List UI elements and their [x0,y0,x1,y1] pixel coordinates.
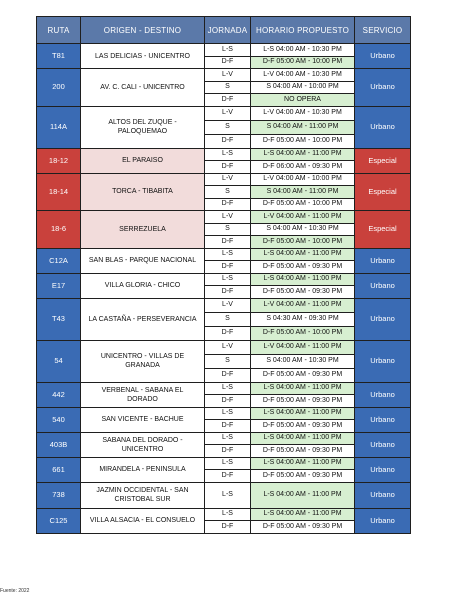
schedule-hours: D-F 05:00 AM - 09:30 PM [251,445,355,458]
schedule-day-type: D-F [205,286,251,299]
service-type: Urbano [355,508,411,533]
header-jornada: JORNADA [205,17,251,44]
schedule-hours: S 04:00 AM - 11:00 PM [251,186,355,199]
route-origin-destination: AV. C. CALI - UNICENTRO [81,69,205,107]
service-type: Urbano [355,457,411,482]
schedule-hours: S 04:00 AM - 10:30 PM [251,354,355,368]
schedule-day-type: S [205,81,251,94]
schedule-day-type: L-S [205,457,251,470]
schedule-hours: L-S 04:00 AM - 11:00 PM [251,432,355,445]
schedule-day-type: S [205,354,251,368]
route-origin-destination: SERREZUELA [81,211,205,249]
schedule-day-type: L-S [205,273,251,286]
footer-source: Fuente: 2022 [0,588,30,594]
header-origen-destino: ORIGEN - DESTINO [81,17,205,44]
route-origin-destination: UNICENTRO - VILLAS DE GRANADA [81,340,205,382]
table-row [37,407,411,420]
schedule-hours: L-V 04:00 AM - 11:00 PM [251,340,355,354]
route-code: T81 [37,44,81,69]
schedule-hours: D-F 06:00 AM - 09:30 PM [251,161,355,174]
schedule-hours: S 04:30 AM - 09:30 PM [251,312,355,326]
service-type: Especial [355,211,411,249]
schedule-hours: L-S 04:00 AM - 11:00 PM [251,248,355,261]
route-origin-destination: VILLA ALSACIA - EL CONSUELO [81,508,205,533]
schedule-hours: L-V 04:00 AM - 10:00 PM [251,173,355,186]
schedule-day-type: L-S [205,148,251,161]
schedule-hours: L-S 04:00 AM - 11:00 PM [251,148,355,161]
service-type: Urbano [355,340,411,382]
route-code: 18-14 [37,173,81,211]
service-type: Urbano [355,69,411,107]
schedule-table [36,16,411,534]
route-origin-destination: LAS DELICIAS - UNICENTRO [81,44,205,69]
service-type: Urbano [355,106,411,148]
schedule-hours: S 04:00 AM - 10:00 PM [251,81,355,94]
table-body [37,44,411,534]
route-origin-destination: MIRANDELA - PENINSULA [81,457,205,482]
service-type: Urbano [355,432,411,457]
schedule-hours: D-F 05:00 AM - 09:30 PM [251,470,355,483]
route-origin-destination: JAZMIN OCCIDENTAL - SAN CRISTOBAL SUR [81,482,205,508]
schedule-day-type: D-F [205,134,251,148]
schedule-hours: L-S 04:00 AM - 11:00 PM [251,482,355,508]
schedule-day-type: L-S [205,508,251,521]
schedule-day-type: D-F [205,94,251,107]
schedule-hours: D-F 05:00 AM - 10:00 PM [251,236,355,249]
route-origin-destination: VILLA GLORIA - CHICO [81,273,205,298]
schedule-hours: D-F 05:00 AM - 09:30 PM [251,521,355,534]
schedule-day-type: D-F [205,445,251,458]
schedule-day-type: D-F [205,368,251,382]
header-ruta: RUTA [37,17,81,44]
route-code: 114A [37,106,81,148]
route-code: 54 [37,340,81,382]
route-code: 18-12 [37,148,81,173]
table-row [37,340,411,354]
schedule-hours: S 04:00 AM - 10:30 PM [251,223,355,236]
schedule-day-type: L-V [205,69,251,82]
route-code: 200 [37,69,81,107]
schedule-hours: D-F 05:00 AM - 10:00 PM [251,326,355,340]
schedule-day-type: D-F [205,161,251,174]
route-code: C12A [37,248,81,273]
header-row [37,17,411,44]
table-row [37,382,411,395]
schedule-hours: L-S 04:00 AM - 10:30 PM [251,44,355,57]
schedule-day-type: L-S [205,248,251,261]
service-type: Urbano [355,44,411,69]
route-origin-destination: SAN BLAS - PARQUE NACIONAL [81,248,205,273]
route-origin-destination: SAN VICENTE - BACHUE [81,407,205,432]
schedule-day-type: D-F [205,236,251,249]
schedule-hours: D-F 05:00 AM - 10:00 PM [251,134,355,148]
schedule-hours: L-V 04:00 AM - 10:30 PM [251,106,355,120]
schedule-day-type: L-V [205,340,251,354]
route-code: E17 [37,273,81,298]
route-origin-destination: LA CASTAÑA - PERSEVERANCIA [81,298,205,340]
schedule-day-type: L-V [205,106,251,120]
schedule-day-type: L-S [205,482,251,508]
service-type: Especial [355,173,411,211]
route-origin-destination: TORCA - TIBABITA [81,173,205,211]
schedule-hours: D-F 05:00 AM - 10:00 PM [251,56,355,69]
route-code: 442 [37,382,81,407]
route-origin-destination: VERBENAL - SABANA EL DORADO [81,382,205,407]
schedule-day-type: L-V [205,298,251,312]
table-row [37,508,411,521]
schedule-hours: L-S 04:00 AM - 11:00 PM [251,273,355,286]
schedule-day-type: S [205,312,251,326]
schedule-hours: L-V 04:00 AM - 11:00 PM [251,211,355,224]
schedule-day-type: D-F [205,198,251,211]
route-code: 18-6 [37,211,81,249]
route-code: T43 [37,298,81,340]
table-row [37,211,411,224]
schedule-day-type: D-F [205,56,251,69]
schedule-day-type: D-F [205,470,251,483]
schedule-day-type: S [205,223,251,236]
service-type: Urbano [355,407,411,432]
schedule-day-type: L-S [205,407,251,420]
route-origin-destination: ALTOS DEL ZUQUE - PALOQUEMAO [81,106,205,148]
schedule-day-type: L-V [205,211,251,224]
schedule-hours: D-F 05:00 AM - 09:30 PM [251,420,355,433]
header-servicio: SERVICIO [355,17,411,44]
schedule-day-type: D-F [205,326,251,340]
table-row [37,298,411,312]
table-row [37,273,411,286]
schedule-hours: L-V 04:00 AM - 10:30 PM [251,69,355,82]
schedule-day-type: L-S [205,432,251,445]
route-origin-destination: EL PARAISO [81,148,205,173]
schedule-day-type: D-F [205,261,251,274]
table-row [37,106,411,120]
schedule-hours: L-V 04:00 AM - 11:00 PM [251,298,355,312]
service-type: Urbano [355,273,411,298]
table-row [37,248,411,261]
table-row [37,69,411,82]
table-row [37,44,411,57]
schedule-hours: D-F 05:00 AM - 09:30 PM [251,395,355,408]
schedule-hours: L-S 04:00 AM - 11:00 PM [251,382,355,395]
table-row [37,457,411,470]
schedule-hours: L-S 04:00 AM - 11:00 PM [251,508,355,521]
schedule-hours: NO OPERA [251,94,355,107]
route-code: 661 [37,457,81,482]
schedule-table-container [36,16,410,534]
schedule-hours: L-S 04:00 AM - 11:00 PM [251,407,355,420]
schedule-day-type: L-S [205,44,251,57]
schedule-day-type: D-F [205,521,251,534]
table-row [37,173,411,186]
route-origin-destination: SABANA DEL DORADO - UNICENTRO [81,432,205,457]
service-type: Urbano [355,248,411,273]
service-type: Urbano [355,482,411,508]
schedule-hours: D-F 05:00 AM - 09:30 PM [251,286,355,299]
service-type: Especial [355,148,411,173]
service-type: Urbano [355,382,411,407]
schedule-day-type: S [205,120,251,134]
schedule-day-type: L-V [205,173,251,186]
schedule-day-type: S [205,186,251,199]
service-type: Urbano [355,298,411,340]
header-horario: HORARIO PROPUESTO [251,17,355,44]
table-row [37,482,411,508]
schedule-day-type: D-F [205,420,251,433]
schedule-hours: D-F 05:00 AM - 10:00 PM [251,198,355,211]
schedule-day-type: D-F [205,395,251,408]
schedule-hours: D-F 05:00 AM - 09:30 PM [251,368,355,382]
route-code: 540 [37,407,81,432]
route-code: C125 [37,508,81,533]
schedule-hours: L-S 04:00 AM - 11:00 PM [251,457,355,470]
schedule-day-type: L-S [205,382,251,395]
schedule-hours: S 04:00 AM - 11:00 PM [251,120,355,134]
route-code: 403B [37,432,81,457]
schedule-hours: D-F 05:00 AM - 09:30 PM [251,261,355,274]
route-code: 738 [37,482,81,508]
table-row [37,432,411,445]
table-row [37,148,411,161]
